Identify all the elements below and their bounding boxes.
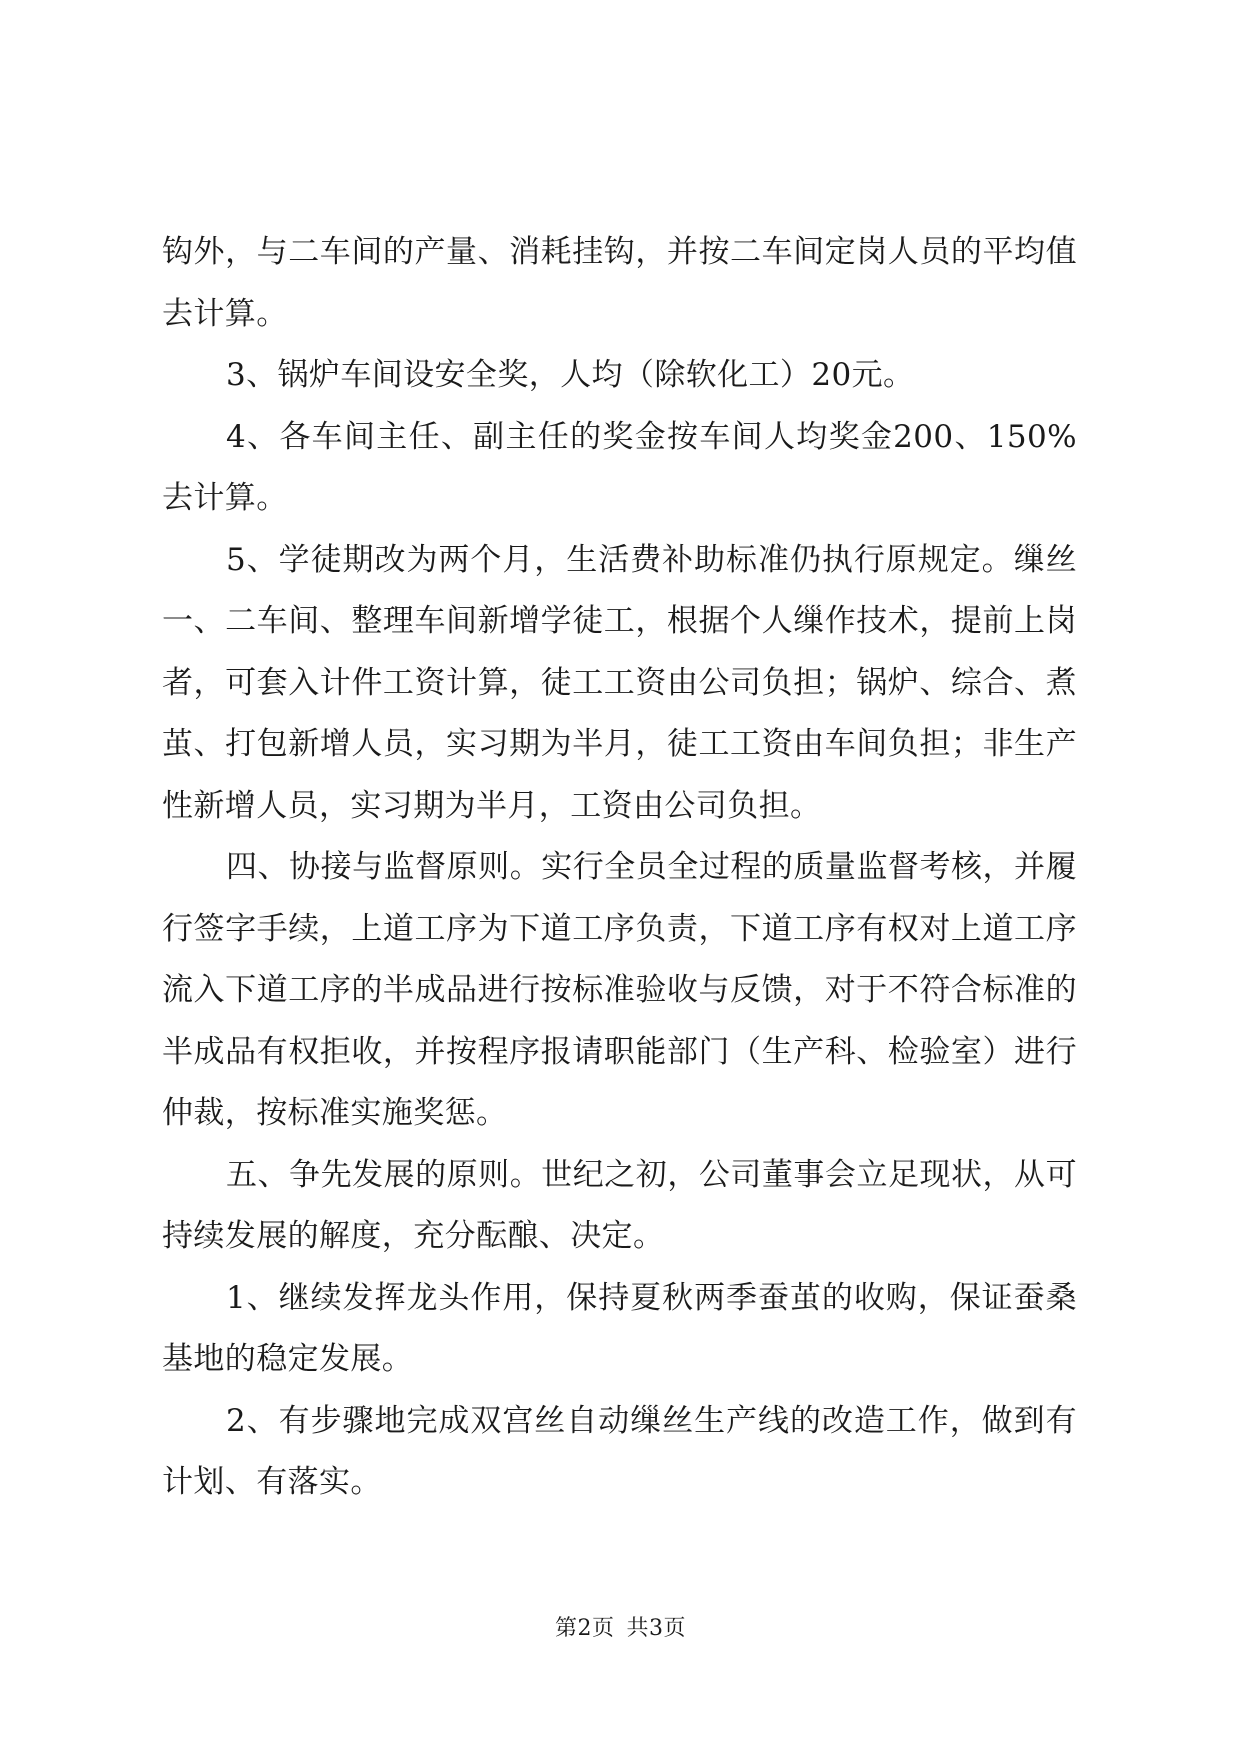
page-total: 共3页 — [626, 1616, 686, 1641]
paragraph-3: 4、各车间主任、副主任的奖金按车间人均奖金200、150%去计算。 — [162, 418, 1077, 516]
paragraph-8: 2、有步骤地完成双宫丝自动缫丝生产线的改造工作，做到有计划、有落实。 — [162, 1402, 1077, 1500]
paragraph-4: 5、学徒期改为两个月，生活费补助标准仍执行原规定。缫丝一、二车间、整理车间新增学徒工，根据个人缫作技术，提前上岗者，可套入计件工资计算，徒工工资由公司负担；锅炉、综合、煮茧、打包新增人员，实习期为半月，徒工工资由车间负担；非生产性新增人员，实习期为半月，工资由公司负担。 — [162, 541, 1077, 824]
paragraph-5: 四、协接与监督原则。实行全员全过程的质量监督考核，并履行签字手续，上道工序为下道工序负责，下道工序有权对上道工序流入下道工序的半成品进行按标准验收与反馈，对于不符合标准的半成品有权拒收，并按程序报请职能部门（生产科、检验室）进行仲裁，按标准实施奖惩。 — [162, 849, 1077, 1131]
paragraph-2: 3、锅炉车间设安全奖，人均（除软化工）20元。 — [226, 357, 915, 393]
paragraph-7: 1、继续发挥龙头作用，保持夏秋两季蚕茧的收购，保证蚕桑基地的稳定发展。 — [162, 1279, 1077, 1377]
paragraph-1: 钩外，与二车间的产量、消耗挂钩，并按二车间定岗人员的平均值去计算。 — [162, 234, 1077, 332]
page-number: 第2页 — [555, 1616, 615, 1641]
document-body — [162, 222, 1077, 1514]
page-footer — [0, 1614, 1241, 1644]
paragraph-6: 五、争先发展的原则。世纪之初，公司董事会立足现状，从可持续发展的解度，充分酝酿、决定。 — [162, 1156, 1077, 1254]
